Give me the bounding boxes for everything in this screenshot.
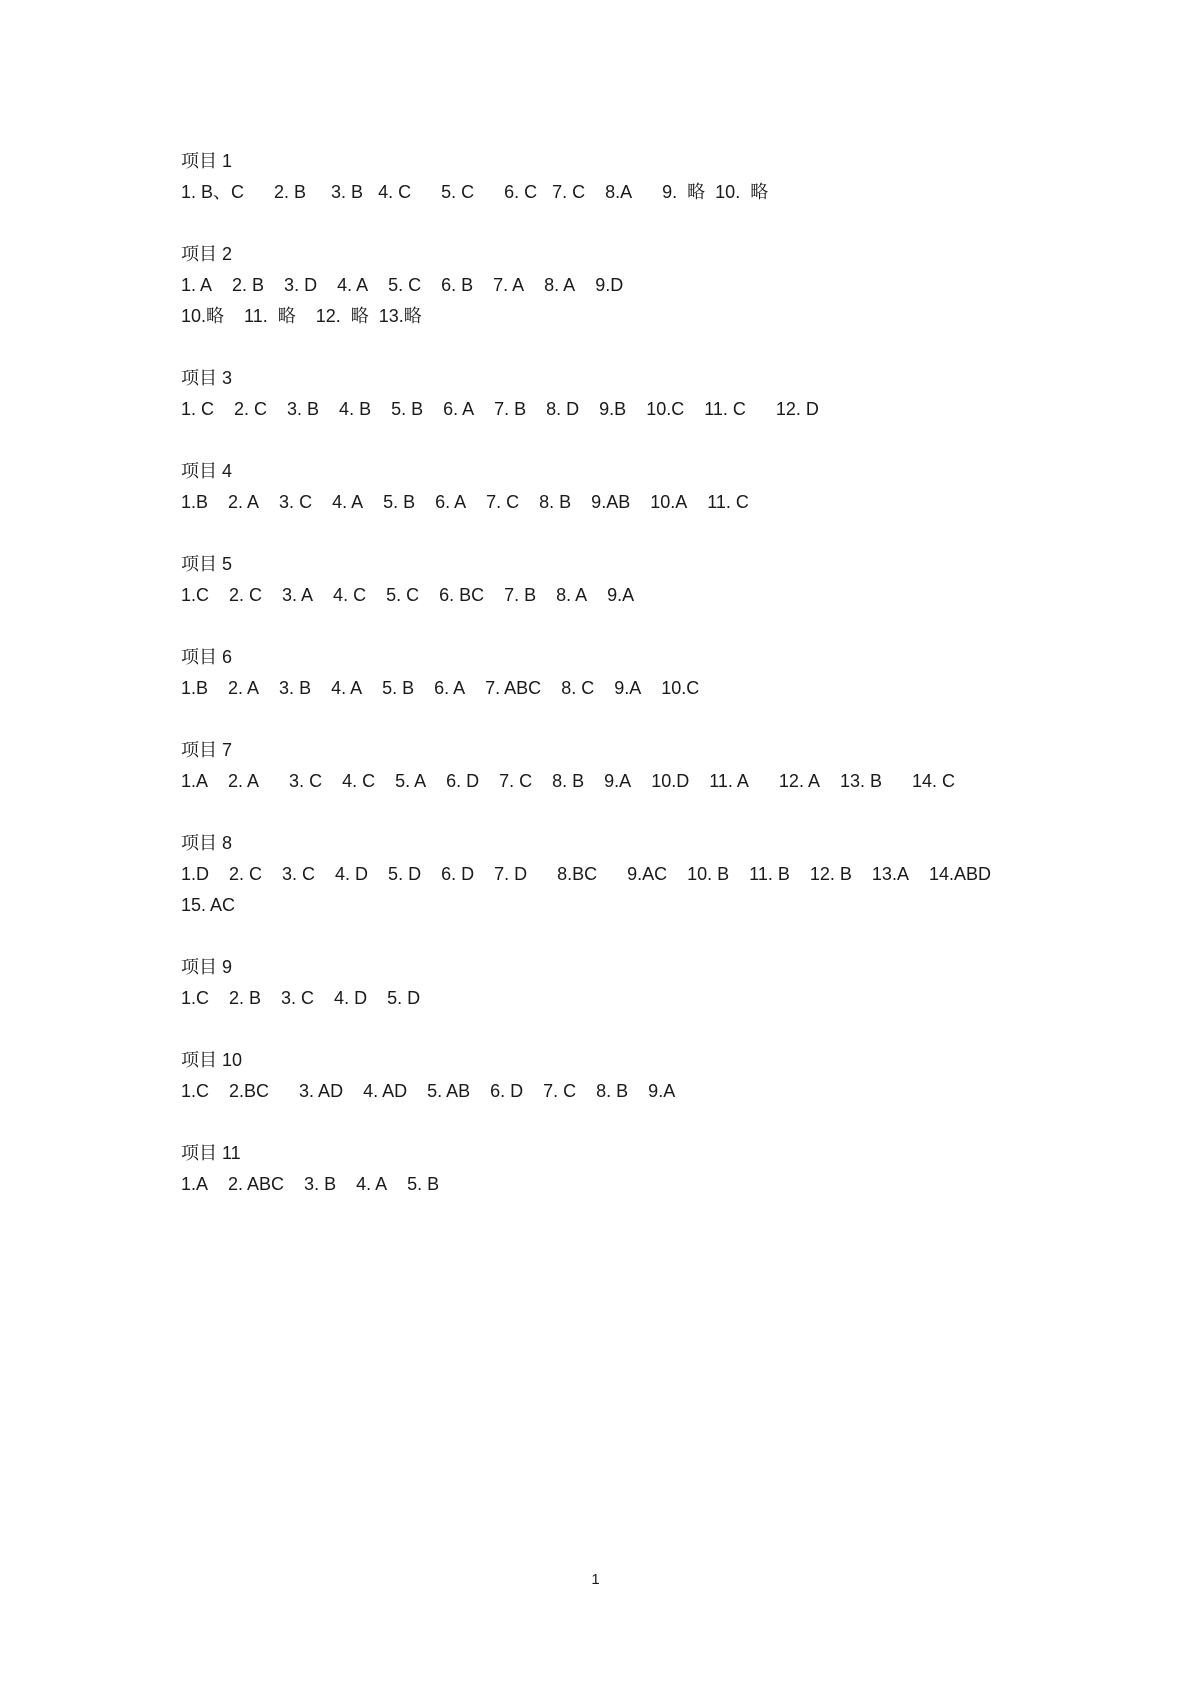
section-heading: 项目 7 xyxy=(181,740,233,760)
answer-line: 15. AC xyxy=(181,895,236,915)
answer-line: 1.B 2. A 3. C 4. A 5. B 6. A 7. C 8. B 9.AB 10.A 11. C xyxy=(181,492,749,512)
answer-line: 1.C 2. B 3. C 4. D 5. D xyxy=(181,988,421,1008)
answer-line: 1.C 2. C 3. A 4. C 5. C 6. BC 7. B 8. A 9.A xyxy=(181,585,635,605)
section-project-8 xyxy=(181,828,1041,921)
answer-line: 1. A 2. B 3. D 4. A 5. C 6. B 7. A 8. A 9.D xyxy=(181,275,624,295)
section-heading: 项目 3 xyxy=(181,368,233,388)
section-heading: 项目 11 xyxy=(181,1143,241,1163)
section-project-2 xyxy=(181,239,1041,332)
section-project-11 xyxy=(181,1138,1041,1200)
section-project-7 xyxy=(181,735,1041,797)
answer-line: 1.B 2. A 3. B 4. A 5. B 6. A 7. ABC 8. C 9.A 10.C xyxy=(181,678,700,698)
section-heading: 项目 5 xyxy=(181,554,233,574)
answer-line: 1.D 2. C 3. C 4. D 5. D 6. D 7. D 8.BC 9.AC 10. B 11. B 12. B 13.A 14.ABD xyxy=(181,864,991,884)
answer-line: 1. B、C 2. B 3. B 4. C 5. C 6. C 7. C 8.A 9. 略 10. 略 xyxy=(181,182,769,202)
answer-line: 1.A 2. ABC 3. B 4. A 5. B xyxy=(181,1174,440,1194)
answer-list xyxy=(181,146,1041,1231)
section-project-9 xyxy=(181,952,1041,1014)
section-heading: 项目 4 xyxy=(181,461,233,481)
section-heading: 项目 8 xyxy=(181,833,233,853)
section-project-6 xyxy=(181,642,1041,704)
section-heading: 项目 1 xyxy=(181,151,233,171)
answer-line: 1. C 2. C 3. B 4. B 5. B 6. A 7. B 8. D 9.B 10.C 11. C 12. D xyxy=(181,399,819,419)
section-heading: 项目 2 xyxy=(181,244,233,264)
section-project-4 xyxy=(181,456,1041,518)
section-project-1 xyxy=(181,146,1041,208)
section-project-3 xyxy=(181,363,1041,425)
section-project-5 xyxy=(181,549,1041,611)
answer-line: 1.C 2.BC 3. AD 4. AD 5. AB 6. D 7. C 8. B 9.A xyxy=(181,1081,676,1101)
section-project-10 xyxy=(181,1045,1041,1107)
answer-line: 1.A 2. A 3. C 4. C 5. A 6. D 7. C 8. B 9.A 10.D 11. A 12. A 13. B 14. C xyxy=(181,771,956,791)
answer-line: 10.略 11. 略 12. 略 13.略 xyxy=(181,306,422,326)
section-heading: 项目 6 xyxy=(181,647,233,667)
section-heading: 项目 10 xyxy=(181,1050,243,1070)
section-heading: 项目 9 xyxy=(181,957,233,977)
page-number: 1 xyxy=(591,1571,600,1588)
